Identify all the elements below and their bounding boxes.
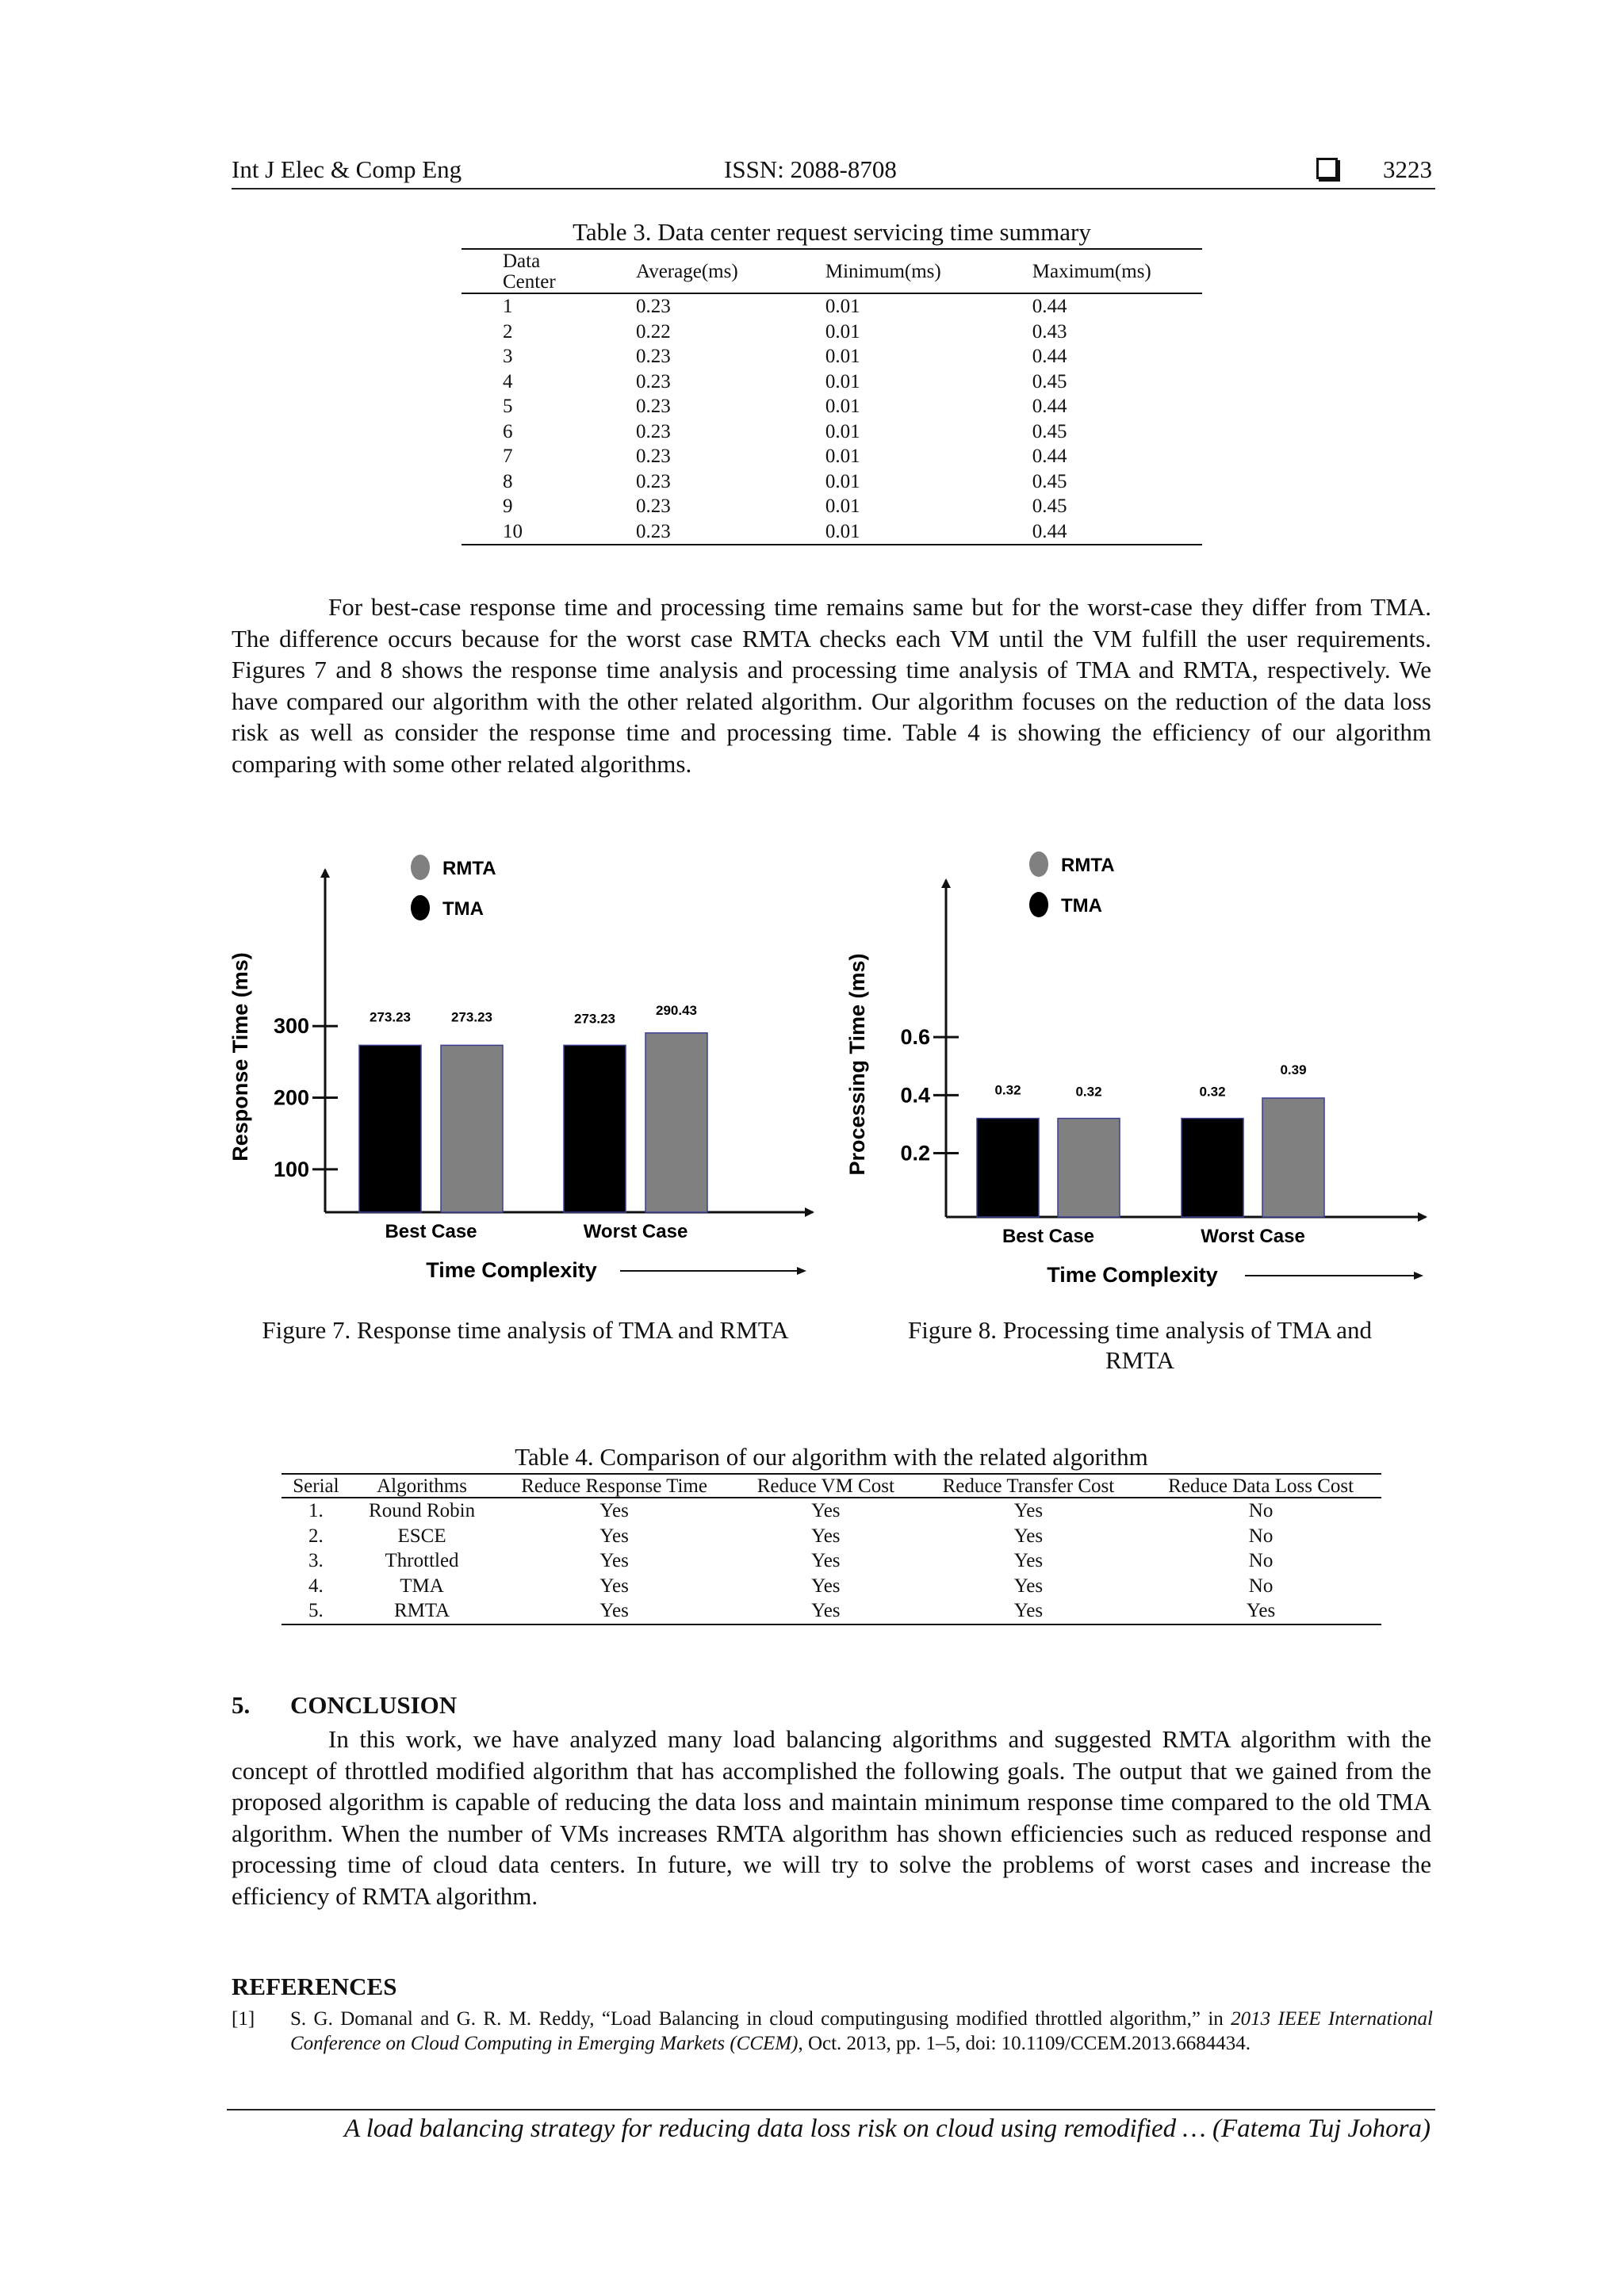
running-footer: A load balancing strategy for reducing data loss risk on cloud using remodified … (Fatema Tuj Johora) [343, 2114, 1431, 2143]
table-cell: 0.23 [636, 296, 671, 317]
table-row [462, 494, 1202, 519]
table-cell: Yes [599, 1575, 629, 1597]
reference-item: S. G. Domanal and G. R. M. Reddy, “Load Balancing in cloud computingusing modified throttled algorithm,” in 2013 IEEE International Conference on Cloud Computing in Emerging Markets (CCEM), Oct. 2013, pp. 1–5, doi: 10.1109/CCEM.2013.6684434. [290, 2008, 1433, 2054]
table3-header-1: Average(ms) [595, 249, 784, 293]
table4-header-1: Algorithms [350, 1474, 493, 1498]
table-cell: 3. [308, 1550, 324, 1571]
data-label: 273.23 [370, 1009, 411, 1025]
table-row [282, 1598, 1381, 1624]
table4-header-3: Reduce VM Cost [735, 1474, 917, 1498]
table-cell: 0.45 [1032, 470, 1067, 492]
conclusion-number: 5. [232, 1691, 251, 1719]
table-cell: 2 [503, 320, 513, 342]
figure8-caption: Figure 8. Processing time analysis of TMA and RMTA [908, 1316, 1372, 1374]
table-cell: Throttled [385, 1550, 459, 1571]
table-row [462, 419, 1202, 445]
reference-venue: 2013 IEEE International Conference on Cloud Computing in Emerging Markets (CCEM) [290, 2008, 1433, 2054]
table-cell: Yes [1013, 1500, 1044, 1521]
table-cell: Yes [1140, 1598, 1381, 1624]
table-cell: 0.01 [825, 296, 860, 317]
table3-header-0: Data Center [462, 249, 595, 293]
table-cell: 0.01 [825, 320, 860, 342]
legend-label: TMA [442, 898, 484, 920]
table-cell: 0.43 [1032, 320, 1067, 342]
table-cell: 0.23 [636, 496, 671, 517]
data-label: 290.43 [656, 1002, 697, 1018]
table-row [462, 469, 1202, 495]
legend-marker [411, 855, 430, 880]
table4-caption: Table 4. Comparison of our algorithm with the related algorithm [515, 1443, 1148, 1471]
table-cell: 0.44 [1032, 396, 1067, 417]
table-cell: 4 [503, 370, 513, 392]
table-cell: Yes [811, 1550, 841, 1571]
data-label: 0.32 [994, 1082, 1021, 1098]
table-cell: 5. [282, 1598, 350, 1624]
table-cell: 0.23 [636, 396, 671, 417]
y-tick-label: 300 [273, 1014, 309, 1039]
table-cell: 0.23 [636, 446, 671, 467]
conclusion-heading: CONCLUSION [290, 1691, 458, 1719]
table4 [282, 1473, 1381, 1625]
y-tick-label: 0.2 [900, 1141, 930, 1165]
table-cell: Yes [917, 1598, 1140, 1624]
conclusion-paragraph [232, 1724, 1431, 1911]
reference-number: [1] [232, 2008, 255, 2030]
table-cell: Yes [1013, 1525, 1044, 1547]
bar [564, 1045, 626, 1212]
table-cell: Yes [735, 1598, 917, 1624]
y-tick-label: 100 [273, 1157, 309, 1181]
table-cell: 10 [462, 519, 595, 545]
y-axis-arrow-icon [320, 868, 330, 878]
table-cell: 0.01 [825, 496, 860, 517]
bar [1262, 1098, 1324, 1217]
x-tick-label: Worst Case [583, 1221, 688, 1242]
legend-label: RMTA [442, 858, 496, 879]
table-cell: 0.01 [825, 470, 860, 492]
table-cell: Yes [599, 1550, 629, 1571]
table-row [462, 320, 1202, 345]
x-label-arrow-icon [797, 1267, 806, 1275]
references-heading: REFERENCES [232, 1973, 397, 2000]
table-cell: 7 [503, 446, 513, 467]
table-cell: Yes [599, 1525, 629, 1547]
figure7-caption: Figure 7. Response time analysis of TMA and RMTA [262, 1316, 789, 1344]
table-cell: RMTA [350, 1598, 493, 1624]
legend-marker [411, 895, 430, 920]
table-cell: 0.23 [636, 370, 671, 392]
table3-header-2: Minimum(ms) [784, 249, 991, 293]
x-tick-label: Best Case [1002, 1226, 1095, 1247]
figure7-chart [222, 836, 833, 1304]
table-cell: 0.45 [1032, 420, 1067, 442]
figure8-chart [841, 836, 1443, 1304]
table-cell: 0.44 [991, 519, 1202, 545]
table-cell: No [1248, 1575, 1274, 1597]
bar [1058, 1119, 1120, 1217]
table-cell: Yes [811, 1500, 841, 1521]
table-row [462, 394, 1202, 419]
table-cell: 1 [503, 296, 513, 317]
table-row [462, 444, 1202, 469]
y-tick-label: 0.6 [900, 1025, 930, 1050]
table-cell: 0.23 [595, 519, 784, 545]
table4-header-4: Reduce Transfer Cost [917, 1474, 1140, 1498]
page-box-icon [1316, 155, 1338, 184]
table-cell: 8 [503, 470, 513, 492]
y-tick-label: 0.4 [900, 1083, 930, 1108]
table-row [462, 344, 1202, 369]
conclusion-text: In this work, we have analyzed many load balancing algorithms and suggested RMTA algorithm with the concept of throttled modified algorithm that has accomplished the following goals. The output that we gained from the proposed algorithm is capable of reducing the data loss and maintain minimum response time compared to the old TMA algorithm. When the number of VMs increases RMTA algorithm has shown efficiencies such as reduced response and processing time of cloud data centers. In future, we will try to solve the problems of worst cases and increase the efficiency of RMTA algorithm. [232, 1725, 1431, 1910]
table-cell: Yes [1013, 1575, 1044, 1597]
table-cell: 0.01 [825, 346, 860, 367]
table-cell: Yes [493, 1598, 735, 1624]
table-row [462, 293, 1202, 320]
legend-label: TMA [1061, 895, 1102, 916]
table-row [462, 519, 1202, 545]
table-cell: No [1248, 1525, 1274, 1547]
bar [977, 1119, 1039, 1217]
table-cell: 0.44 [1032, 446, 1067, 467]
table3-header-3: Maximum(ms) [991, 249, 1202, 293]
page-number: 3223 [1383, 155, 1432, 183]
table-cell: 0.01 [825, 446, 860, 467]
body-paragraph [232, 591, 1431, 779]
y-axis-label: Response Time (ms) [228, 952, 252, 1161]
table-row [282, 1498, 1381, 1524]
table-cell: Yes [1013, 1550, 1044, 1571]
table-cell: 0.22 [636, 320, 671, 342]
legend-label: RMTA [1061, 855, 1115, 876]
journal-name: Int J Elec & Comp Eng [232, 155, 462, 183]
data-label: 0.32 [1075, 1084, 1102, 1100]
header-rule [232, 188, 1435, 189]
y-tick-label: 200 [273, 1085, 309, 1110]
table-cell: 0.44 [1032, 346, 1067, 367]
table4-header-2: Reduce Response Time [493, 1474, 735, 1498]
table-cell: 0.44 [1032, 296, 1067, 317]
x-label-arrow-icon [1414, 1272, 1423, 1280]
table-cell: 0.01 [825, 396, 860, 417]
table-row [282, 1524, 1381, 1549]
table-cell: 4. [308, 1575, 324, 1597]
legend-marker [1029, 892, 1048, 917]
table-row [282, 1548, 1381, 1574]
table-cell: 5 [503, 396, 513, 417]
data-label: 273.23 [574, 1011, 615, 1027]
table4-header-0: Serial [282, 1474, 350, 1498]
table-cell: 3 [503, 346, 513, 367]
table-cell: ESCE [397, 1525, 446, 1547]
x-tick-label: Best Case [385, 1221, 477, 1242]
table-cell: No [1248, 1550, 1274, 1571]
table-cell: Round Robin [369, 1500, 476, 1521]
data-label: 0.32 [1199, 1084, 1226, 1100]
table-cell: Yes [599, 1500, 629, 1521]
bar [1182, 1119, 1243, 1217]
table-cell: Yes [811, 1525, 841, 1547]
table3-caption: Table 3. Data center request servicing time summary [573, 218, 1091, 246]
x-axis-arrow-icon [805, 1207, 814, 1217]
issn: ISSN: 2088-8708 [724, 155, 897, 183]
table-cell: TMA [400, 1575, 444, 1597]
x-axis-label: Time Complexity [1047, 1263, 1218, 1287]
footer-rule [227, 2109, 1435, 2110]
body-paragraph-text: For best-case response time and processing time remains same but for the worst-case they differ from TMA. The difference occurs because for the worst case RMTA checks each VM until the VM fulfill the user requirements. Figures 7 and 8 shows the response time analysis and processing time analysis of TMA and RMTA, respectively. We have compared our algorithm with the other related algorithm. Our algorithm focuses on the reduction of the data loss risk as well as consider the response time and processing time. Table 4 is showing the efficiency of our algorithm comparing with some other related algorithms. [232, 593, 1431, 778]
bar [359, 1045, 421, 1212]
table-cell: 0.01 [784, 519, 991, 545]
table-cell: 1. [308, 1500, 324, 1521]
table-cell: 0.23 [636, 346, 671, 367]
table-cell: 0.23 [636, 470, 671, 492]
table-cell: 0.01 [825, 370, 860, 392]
table-cell: 0.23 [636, 420, 671, 442]
x-axis-label: Time Complexity [426, 1258, 597, 1282]
data-label: 273.23 [451, 1009, 492, 1025]
table-row [462, 369, 1202, 395]
data-label: 0.39 [1280, 1062, 1307, 1077]
table-cell: 0.45 [1032, 496, 1067, 517]
table3 [462, 248, 1202, 545]
legend-marker [1029, 851, 1048, 877]
y-axis-label: Processing Time (ms) [845, 953, 869, 1176]
x-tick-label: Worst Case [1201, 1226, 1305, 1247]
y-axis-arrow-icon [941, 878, 951, 888]
bar [645, 1033, 707, 1212]
table-cell: 9 [503, 496, 513, 517]
bar [441, 1045, 503, 1212]
x-axis-arrow-icon [1418, 1212, 1427, 1222]
table-cell: 6 [503, 420, 513, 442]
table-cell: Yes [811, 1575, 841, 1597]
table4-header-5: Reduce Data Loss Cost [1140, 1474, 1381, 1498]
table-cell: 0.01 [825, 420, 860, 442]
table-cell: 2. [308, 1525, 324, 1547]
table-cell: 0.45 [1032, 370, 1067, 392]
table-row [282, 1574, 1381, 1599]
table-cell: No [1248, 1500, 1274, 1521]
